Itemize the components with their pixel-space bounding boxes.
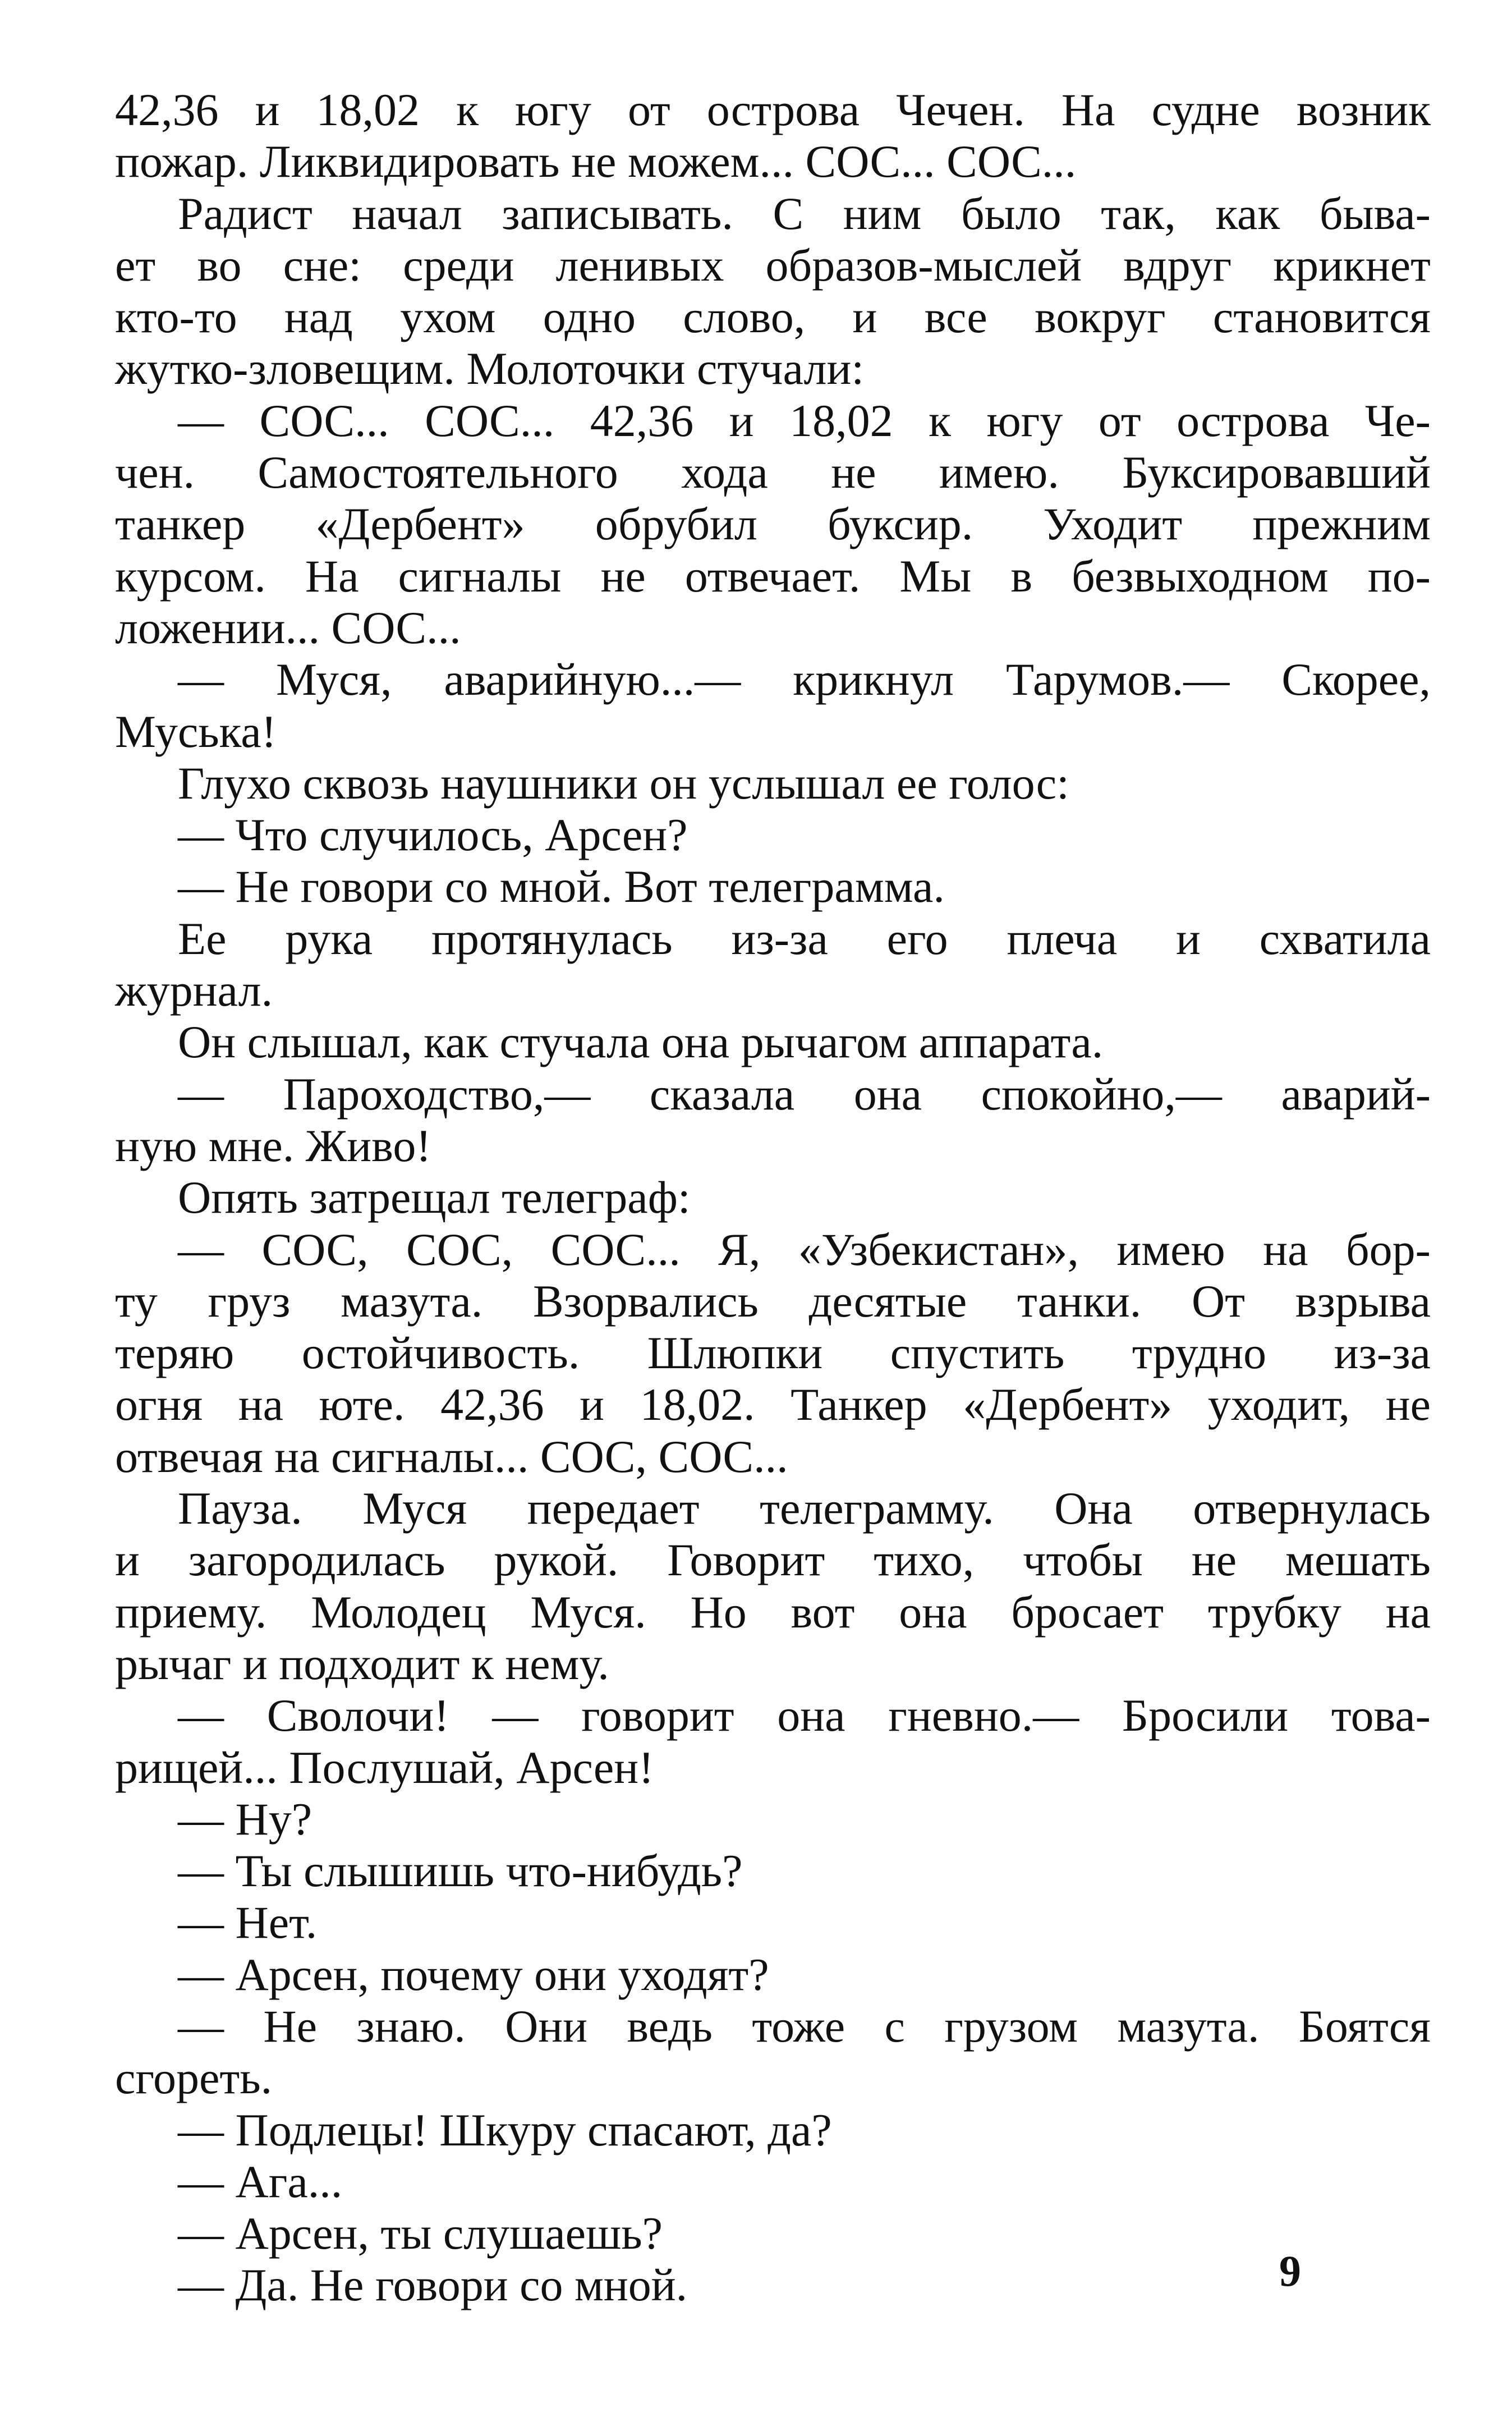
- page-number: 9: [1279, 2246, 1301, 2295]
- text-line: Радист начал записывать. С ним было так, как быва-: [178, 187, 1431, 239]
- text-line: — Не знаю. Они ведь тоже с грузом мазута. Боятся: [178, 2000, 1431, 2052]
- text-line: — Что случилось, Арсен?: [178, 809, 688, 861]
- text-line: кто-то над ухом одно слово, и все вокруг становится: [115, 291, 1431, 343]
- text-line: — Арсен, почему они уходят?: [178, 1948, 769, 2000]
- text-line: рищей... Послушай, Арсен!: [115, 1741, 654, 1793]
- text-line: ту груз мазута. Взорвались десятые танки. От взрыва: [115, 1275, 1431, 1327]
- text-line: приему. Молодец Муся. Но вот она бросает трубку на: [115, 1586, 1431, 1638]
- text-line: танкер «Дербент» обрубил буксир. Уходит прежним: [115, 498, 1431, 550]
- text-line: — Ты слышишь что-нибудь?: [178, 1845, 743, 1897]
- text-line: пожар. Ликвидировать не можем... СОС... СОС...: [115, 136, 1077, 187]
- text-line: Ее рука протянулась из-за его плеча и схватила: [178, 912, 1431, 964]
- text-line: — Нет.: [178, 1897, 318, 1948]
- text-line: курсом. На сигналы не отвечает. Мы в безвыходном по-: [115, 550, 1431, 602]
- text-line: — Ага...: [178, 2156, 343, 2207]
- text-line: — Сволочи! — говорит она гневно.— Бросили това-: [178, 1690, 1431, 1741]
- text-line: журнал.: [115, 965, 273, 1016]
- text-line: ложении... СОС...: [115, 602, 461, 653]
- text-line: рычаг и подходит к нему.: [115, 1638, 609, 1689]
- text-line: — Подлецы! Шкуру спасают, да?: [178, 2104, 832, 2156]
- text-line: — Муся, аварийную...— крикнул Тарумов.— Скорее,: [178, 654, 1431, 705]
- text-line: — Не говори со мной. Вот телеграмма.: [178, 861, 945, 912]
- text-line: Пауза. Муся передает телеграмму. Она отвернулась: [178, 1483, 1431, 1534]
- text-line: Глухо сквозь наушники он услышал ее голос:: [178, 757, 1069, 809]
- text-line: — Пароходство,— сказала она спокойно,— аварий-: [178, 1068, 1431, 1120]
- text-line: — СОС... СОС... 42,36 и 18,02 к югу от острова Че-: [178, 395, 1431, 446]
- text-line: ную мне. Живо!: [115, 1120, 431, 1171]
- text-line: Он слышал, как стучала она рычагом аппарата.: [178, 1016, 1104, 1068]
- text-line: огня на юте. 42,36 и 18,02. Танкер «Дербент» уходит, не: [115, 1379, 1431, 1430]
- text-line: чен. Самостоятельного хода не имею. Буксировавший: [115, 447, 1431, 498]
- text-line: Опять затрещал телеграф:: [178, 1172, 691, 1223]
- text-line: сгореть.: [115, 2052, 273, 2104]
- text-line: — Арсен, ты слушаешь?: [178, 2208, 663, 2259]
- text-line: и загородилась рукой. Говорит тихо, чтобы не мешать: [115, 1534, 1431, 1586]
- text-line: теряю остойчивость. Шлюпки спустить трудно из-за: [115, 1327, 1431, 1379]
- text-line: Муська!: [115, 705, 277, 757]
- body-text: [115, 84, 1431, 2312]
- text-line: жутко-зловещим. Молоточки стучали:: [115, 343, 865, 395]
- text-line: — Да. Не говори со мной.: [178, 2259, 688, 2311]
- text-line: отвечая на сигналы... СОС, СОС...: [115, 1430, 788, 1482]
- text-line: — СОС, СОС, СОС... Я, «Узбекистан», имею на бор-: [178, 1223, 1431, 1275]
- text-line: ет во сне: среди ленивых образов-мыслей вдруг крикнет: [115, 239, 1431, 291]
- text-line: 42,36 и 18,02 к югу от острова Чечен. На судне возник: [115, 84, 1431, 135]
- text-line: — Ну?: [178, 1793, 312, 1845]
